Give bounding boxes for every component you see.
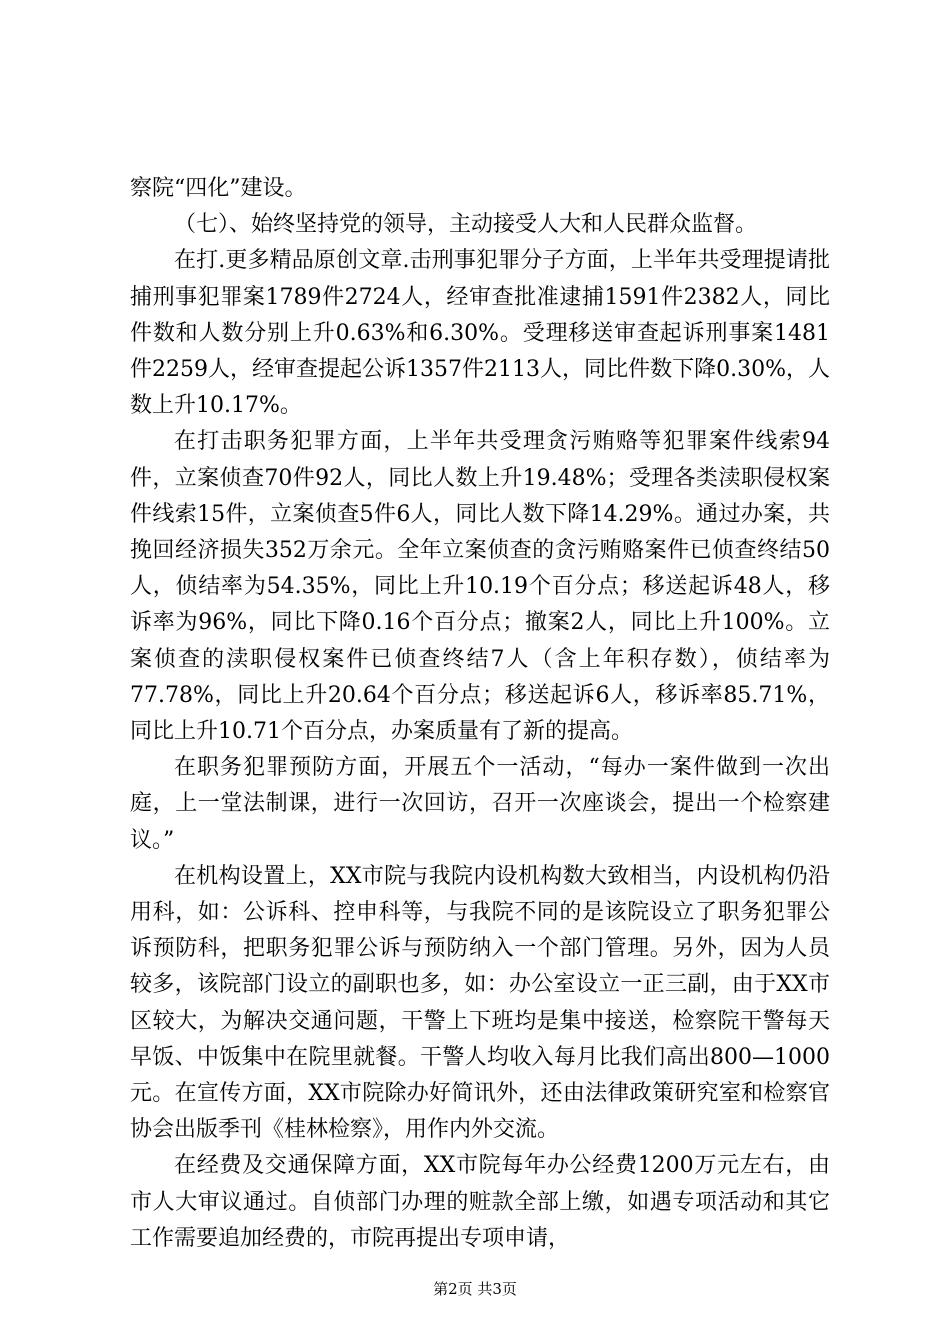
- paragraph-1: （七）、始终坚持党的领导，主动接受人大和人民群众监督。: [174, 212, 758, 238]
- page-footer: 第2页 共3页: [433, 1280, 517, 1298]
- paragraph-5: 在机构设置上，XX市院与我院内设机构数大致相当，内设机构仍沿用科，如：公诉科、控申科等，与我院不同的是该院设立了职务犯罪公诉预防科，把职务犯罪公诉与预防纳入一个部门管理。另外，因为人员较多，该院部门设立的副职也多，如：办公室设立一正三副，由于XX市区较大，为解决交通问题，干警上下班均是集中接送，检察院干警每天早饭、中饭集中在院里就餐。干警人均收入每月比我们高出800—1000元。在宣传方面，XX市院除办好简讯外，还由法律政策研究室和检察官协会出版季刊《桂林检察》，用作内外交流。: [130, 863, 830, 1143]
- paragraph-6: 在经费及交通保障方面，XX市院每年办公经费1200万元左右，由市人大审议通过。自侦部门办理的赃款全部上缴，如遇专项活动和其它工作需要追加经费的，市院再提出专项申请，: [130, 1153, 830, 1251]
- paragraph-3: 在打击职务犯罪方面，上半年共受理贪污贿赂等犯罪案件线索94件，立案侦查70件92人，同比人数上升19.48%；受理各类渎职侵权案件线索15件，立案侦查5件6人，同比人数下降14.29%。通过办案，共挽回经济损失352万余元。全年立案侦查的贪污贿赂案件已侦查终结50人，侦结率为54.35%，同比上升10.19个百分点；移送起诉48人，移诉率为96%，同比下降0.16个百分点；撤案2人，同比上升100%。立案侦查的渎职侵权案件已侦查终结7人（含上年积存数），侦结率为77.78%，同比上升20.64个百分点；移送起诉6人，移诉率85.71%，同比上升10.71个百分点，办案质量有了新的提高。: [130, 429, 830, 745]
- paragraph-0: 察院“四化”建设。: [130, 176, 307, 201]
- paragraph-4: 在职务犯罪预防方面，开展五个一活动，“每办一案件做到一次出庭，上一堂法制课，进行一次回访，召开一次座谈会，提出一个检察建议。”: [130, 755, 830, 853]
- document-body: [130, 171, 830, 1257]
- paragraph-2: 在打.更多精品原创文章.击刑事犯罪分子方面，上半年共受理提请批捕刑事犯罪案1789件2724人，经审查批准逮捕1591件2382人，同比件数和人数分别上升0.63%和6.30%。受理移送审查起诉刑事案1481件2259人，经审查提起公诉1357件2113人，同比件数下降0.30%，人数上升10.17%。: [130, 248, 830, 419]
